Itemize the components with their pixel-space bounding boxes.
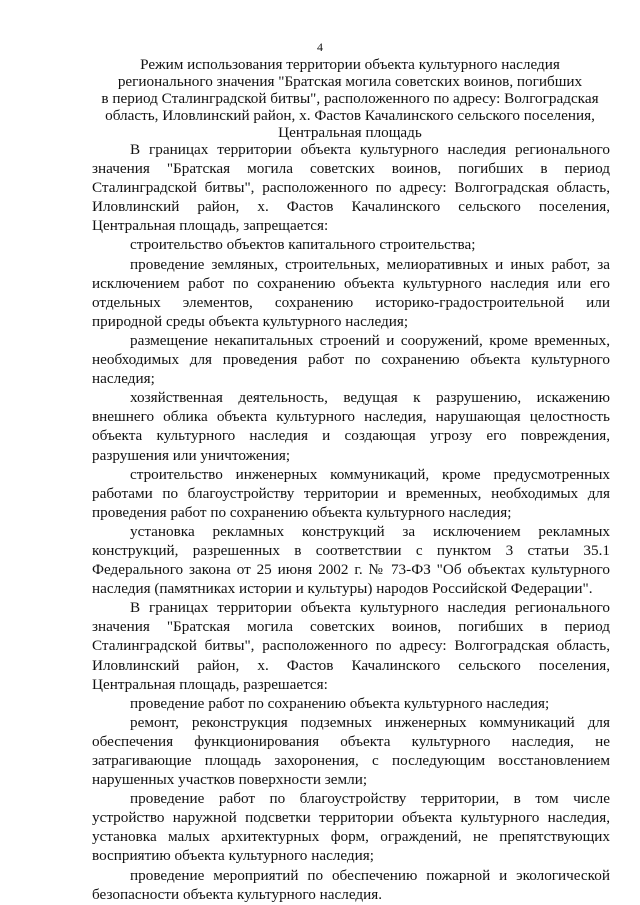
list-item: проведение мероприятий по обеспечению пожарной и экологической безопасности объекта культурного наследия.: [92, 866, 610, 903]
document-body: [92, 140, 610, 904]
heading-line: область, Иловлинский район, х. Фастов Качалинского сельского поселения,: [105, 107, 595, 124]
heading-line: Центральная площадь: [278, 124, 422, 141]
list-item: установка рекламных конструкций за исключением рекламных конструкций, разрешенных в соответствии с пунктом 3 статьи 35.1 Федерального закона от 25 июня 2002 г. № 73-ФЗ "Об объектах культурного наследия (памятниках истории и культуры) народов Российской Федерации".: [92, 522, 610, 598]
heading-line: регионального значения "Братская могила советских воинов, погибших: [117, 73, 583, 90]
list-item: хозяйственная деятельность, ведущая к разрушению, искажению внешнего облика объекта культурного наследия, нарушающая целостность объекта культурного наследия и создающая угрозу его повреждения, разрушения или уничтожения;: [92, 389, 610, 464]
page-number: 4: [317, 40, 323, 54]
prohibitions-intro-paragraph: В границах территории объекта культурного наследия регионального значения "Братская могила советских воинов, погибших в период Сталинградской битвы", расположенного по адресу: Волгоградская область, Иловлинский район, х. Фастов Качалинского сельского поселения, Центральная площадь, запрещается:: [92, 141, 610, 235]
list-item: проведение работ по сохранению объекта культурного наследия;: [130, 694, 550, 712]
list-item: проведение земляных, строительных, мелиоративных и иных работ, за исключением работ по сохранению объекта культурного наследия или его отдельных элементов, сохранению историко-градостроительной или природной среды объекта культурного наследия;: [92, 255, 610, 330]
list-item: ремонт, реконструкция подземных инженерных коммуникаций для обеспечения функционирования объекта культурного наследия, не затрагивающие площадь захоронения, с последующим восстановлением нарушенных участков поверхности земли;: [92, 713, 610, 789]
list-item: строительство инженерных коммуникаций, кроме предусмотренных работами по благоустройству территории и временных, необходимых для проведения работ по сохранению объекта культурного наследия;: [92, 465, 610, 521]
heading-line: в период Сталинградской битвы", расположенного по адресу: Волгоградская: [101, 90, 599, 107]
heading-line: Режим использования территории объекта культурного наследия: [140, 56, 560, 73]
list-item: проведение работ по благоустройству территории, в том числе устройство наружной подсветки территории объекта культурного наследия, установка малых архитектурных форм, ограждений, не препятствующих восприятию объекта культурного наследия;: [92, 790, 610, 865]
list-item: размещение некапитальных строений и сооружений, кроме временных, необходимых для проведения работ по сохранению объекта культурного наследия;: [92, 331, 610, 388]
permissions-intro-paragraph: В границах территории объекта культурного наследия регионального значения "Братская могила советских воинов, погибших в период Сталинградской битвы", расположенного по адресу: Волгоградская область, Иловлинский район, х. Фастов Качалинского сельского поселения, Центральная площадь, разрешается:: [92, 599, 610, 693]
document-heading: [90, 56, 610, 141]
list-item: строительство объектов капитального строительства;: [130, 236, 476, 254]
